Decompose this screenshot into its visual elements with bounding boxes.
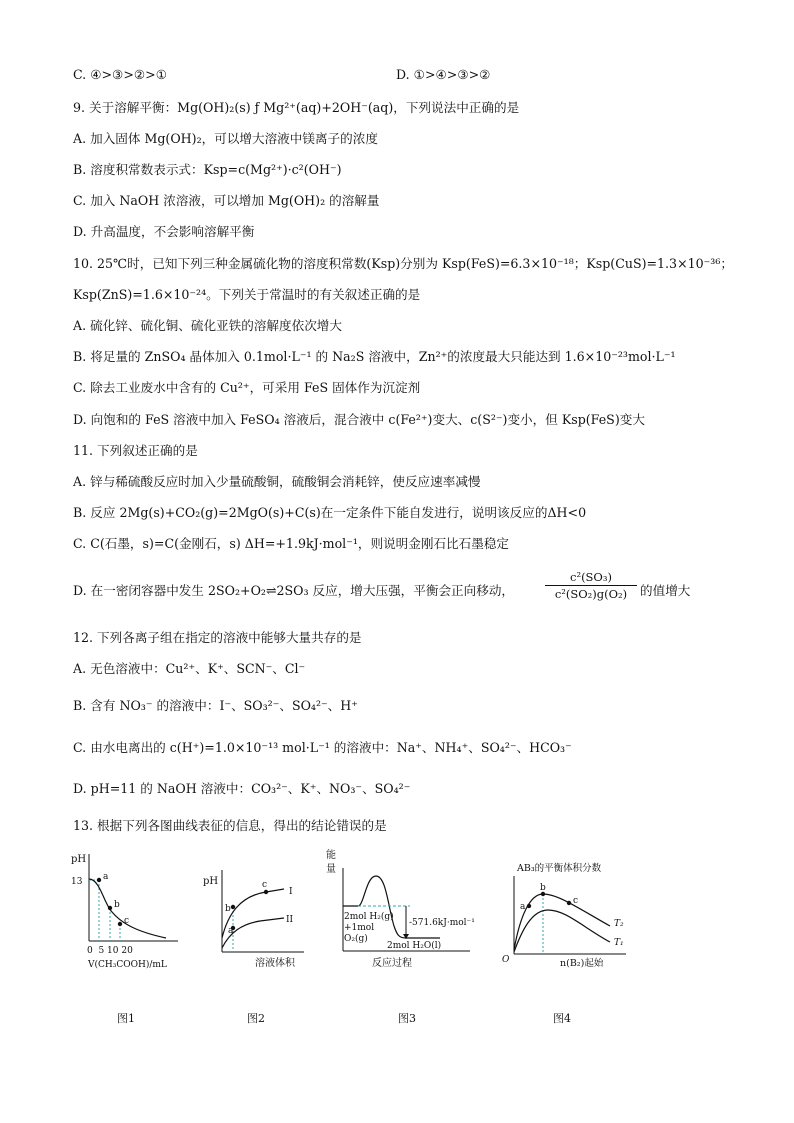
fig3-ylabel-1: 能: [326, 850, 336, 861]
fig3-xlabel: 反应过程: [372, 958, 412, 969]
fig2-ylabel: pH: [203, 876, 219, 887]
q9-option-d: D. 升高温度，不会影响溶解平衡: [73, 224, 255, 239]
fig3-reactant-3: O₂(g): [344, 934, 368, 944]
q11-option-d: D. 在一密闭容器中发生 2SO₂+O₂⇌2SO₃ 反应，增大压强，平衡会正向移动，: [73, 583, 515, 598]
fig1-label-a: a: [103, 872, 109, 882]
fig3-product: 2mol H₂O(l): [387, 941, 442, 951]
q10-stem-line2: Ksp(ZnS)=1.6×10⁻²⁴。下列关于常温时的有关叙述正确的是: [73, 287, 421, 302]
fig1-curve: [89, 879, 166, 938]
fig3-reactant-1: 2mol H₂(g): [344, 912, 394, 922]
figure-4: [494, 846, 634, 980]
q8-option-c: C. ④>③>②>①: [73, 67, 168, 82]
fig2-label-I: I: [289, 887, 293, 897]
q9-stem: 9. 关于溶解平衡：Mg(OH)₂(s) ƒ Mg²⁺(aq)+2OH⁻(aq)，下列说法中正确的是: [73, 100, 520, 115]
fig4-origin: O: [502, 955, 510, 965]
fig1-point-c: [118, 922, 122, 926]
figure-1-caption: 图1: [117, 1012, 135, 1025]
fraction-denominator: c²(SO₂)g(O₂): [554, 587, 628, 601]
q11-fraction: [545, 570, 637, 601]
fig1-ytick: 13: [71, 877, 83, 887]
fig4-point-c: [567, 901, 571, 905]
fig1-point-a: [97, 878, 101, 882]
fig4-point-a: [527, 904, 531, 908]
q11-option-a: A. 锌与稀硫酸反应时加入少量硫酸铜，硫酸铜会消耗锌，使反应速率减慢: [73, 474, 481, 489]
fig1-xlabel: V(CH₃COOH)/mL: [88, 960, 167, 970]
q10-option-c: C. 除去工业废水中含有的 Cu²⁺，可采用 FeS 固体作为沉淀剂: [73, 380, 421, 395]
fig2-point-c: [264, 890, 268, 894]
figure-1: [68, 846, 193, 980]
fig3-ylabel-2: 量: [326, 864, 336, 875]
figure-2: [200, 846, 310, 980]
fig1-point-b: [108, 906, 112, 910]
q9-option-a: A. 加入固体 Mg(OH)₂，可以增大溶液中镁离子的浓度: [73, 131, 378, 146]
figure-2-caption: 图2: [247, 1012, 265, 1025]
q10-stem-line1: 10. 25℃时，已知下列三种金属硫化物的溶度积常数(Ksp)分别为 Ksp(FeS)=6.3×10⁻¹⁸；Ksp(CuS)=1.3×10⁻³⁶；: [73, 256, 733, 271]
q8-option-d: D. ①>④>③>②: [396, 67, 491, 82]
q12-stem: 12. 下列各离子组在指定的溶液中能够大量共存的是: [73, 630, 362, 645]
fig4-ylabel: AB₃的平衡体积分数: [517, 863, 602, 874]
figure-4-caption: 图4: [553, 1012, 571, 1025]
q10-option-a: A. 硫化锌、硫化铜、硫化亚铁的溶解度依次增大: [73, 318, 342, 333]
q12-option-b: B. 含有 NO₃⁻ 的溶液中：I⁻、SO₃²⁻、SO₄²⁻、H⁺: [73, 698, 358, 713]
figure-3-caption: 图3: [398, 1012, 416, 1025]
q11-option-d-tail: 的值增大: [640, 583, 691, 598]
fig2-xlabel: 溶液体积: [255, 958, 295, 969]
fig2-label-c: c: [262, 880, 268, 890]
fig2-label-II: II: [286, 915, 294, 925]
fig1-xticks: 0 5 10 20: [87, 946, 133, 956]
q13-stem: 13. 根据下列各图曲线表征的信息，得出的结论错误的是: [73, 818, 387, 833]
fraction-numerator: c²(SO₃): [545, 570, 637, 586]
q10-option-d: D. 向饱和的 FeS 溶液中加入 FeSO₄ 溶液后，混合液中 c(Fe²⁺)变大、c(S²⁻)变小，但 Ksp(FeS)变大: [73, 412, 645, 427]
fig1-ylabel: pH: [71, 854, 87, 865]
q11-option-b: B. 反应 2Mg(s)+CO₂(g)=2MgO(s)+C(s)在一定条件下能自发进行，说明该反应的ΔH<0: [73, 505, 587, 520]
fig4-label-T2: T₂: [614, 919, 624, 929]
fig3-reactant-2: +1mol: [344, 923, 375, 933]
q11-option-c: C. C(石墨，s)=C(金刚石，s) ΔH=+1.9kJ·mol⁻¹，则说明金刚石比石墨稳定: [73, 536, 510, 551]
figure-3: [322, 846, 482, 980]
fig3-dh: -571.6kJ·mol⁻¹: [409, 918, 475, 928]
fig4-curve-T1: [514, 910, 610, 952]
fig2-label-a: a: [228, 926, 234, 936]
fig1-label-c: c: [124, 916, 130, 926]
fig4-label-T1: T₁: [614, 938, 624, 948]
q9-option-b: B. 溶度积常数表示式：Ksp=c(Mg²⁺)·c²(OH⁻): [73, 162, 342, 177]
fig2-label-b: b: [225, 904, 231, 914]
fig4-label-b: b: [540, 883, 546, 893]
q12-option-a: A. 无色溶液中：Cu²⁺、K⁺、SCN⁻、Cl⁻: [73, 661, 306, 676]
fig1-label-b: b: [114, 900, 120, 910]
q9-option-c: C. 加入 NaOH 浓溶液，可以增加 Mg(OH)₂ 的溶解量: [73, 193, 380, 208]
q12-option-d: D. pH=11 的 NaOH 溶液中：CO₃²⁻、K⁺、NO₃⁻、SO₄²⁻: [73, 781, 411, 796]
q11-stem: 11. 下列叙述正确的是: [73, 443, 198, 458]
q12-option-c: C. 由水电离出的 c(H⁺)=1.0×10⁻¹³ mol·L⁻¹ 的溶液中：Na⁺、NH₄⁺、SO₄²⁻、HCO₃⁻: [73, 740, 572, 755]
fig4-label-c: c: [573, 896, 579, 906]
fig2-point-b: [231, 905, 235, 909]
fig4-label-a: a: [520, 902, 526, 912]
q10-option-b: B. 将足量的 ZnSO₄ 晶体加入 0.1mol·L⁻¹ 的 Na₂S 溶液中，Zn²⁺的浓度最大只能达到 1.6×10⁻²³mol·L⁻¹: [73, 349, 676, 364]
fig4-xlabel: n(B₂)起始: [560, 958, 604, 969]
